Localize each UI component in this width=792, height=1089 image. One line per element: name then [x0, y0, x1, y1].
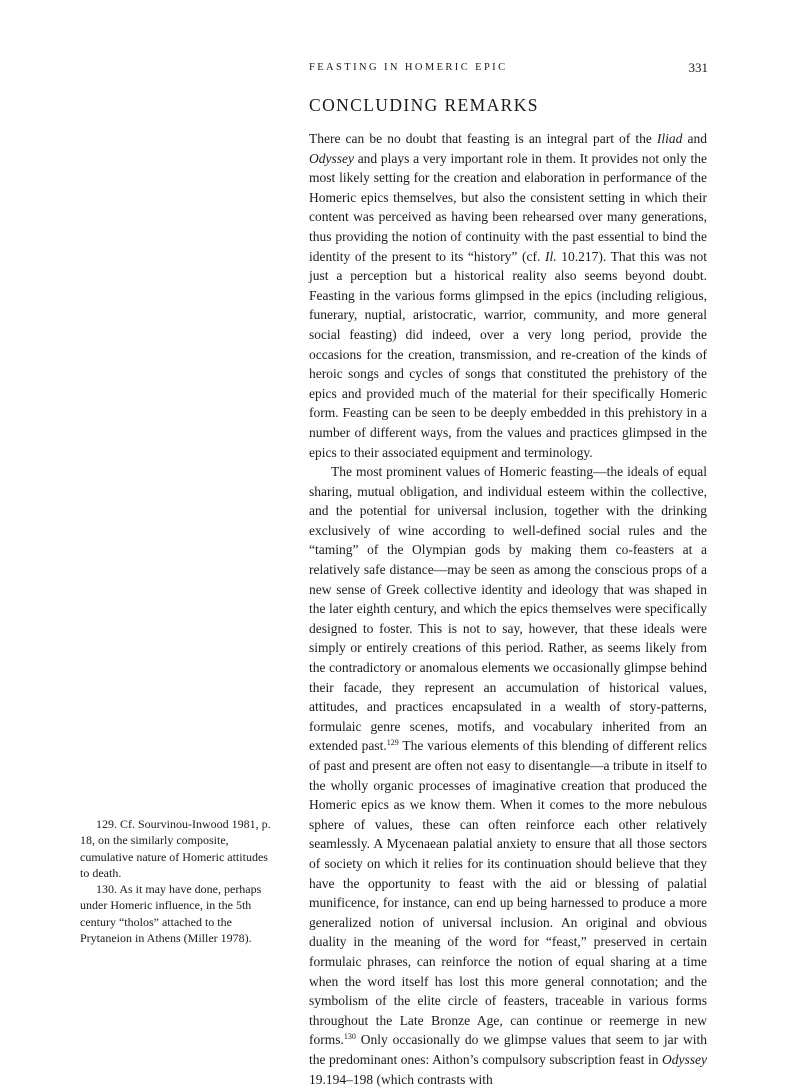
- p2-title-odyssey: Odyssey: [662, 1051, 707, 1067]
- p2-text-4: 19.194–198 (which contrasts with: [309, 1071, 493, 1087]
- p2-text-1: The most prominent values of Homeric feasting—the ideals of equal sharing, mutual obligation, and individual esteem within the collective, and the potential for universal inclusion, together with the drinking exclusively of wine according to well-defined social rules and the “taming” of the Olympian gods by making them co-feasters at a relatively safe distance—may be seen as among the conscious props of a new sense of Greek collective identity and ideology that was shaped in the later eighth century, and which the epics themselves were specifically designed to foster. This is not to say, however, that these ideals were simply or entirely creations of this period. Rather, as seems likely from the contradictory or anomalous elements we occasionally glimpse behind their facade, they represent an accumulation of historical values, attitudes, and practices encapsulated in a wealth of story-patterns, formulaic genre scenes, motifs, and vocabulary inherited from an extended past.: [309, 464, 707, 754]
- p1-text-2: and: [682, 131, 707, 146]
- footnotes: [80, 816, 280, 946]
- p1-text-4: 10.217). That this was not just a perception but a historical reality also seems beyond doubt. Feasting in the various forms glimpsed in the epics (including religious, funerary, nuptial, aristocratic, warrior, community, and more general social feasting) did indeed, over a very long period, provide the occasions for the creation, transmission, and re-creation of the kinds of heroic songs and cycles of songs that constituted the prehistory of the epics and provided much of the material for their specifically Homeric form. Feasting can be seen to be deeply embedded in this prehistory in a number of different ways, from the values and practices glimpsed in the epics to their associated equipment and terminology.: [309, 248, 707, 460]
- footnote-ref-130: 130: [343, 1032, 356, 1042]
- footnote-text: As it may have done, perhaps under Homeric influence, in the 5th century “tholos” attached to the Prytaneion in Athens (Miller 1978).: [80, 882, 262, 946]
- footnote-129: [80, 816, 280, 881]
- p2-text-2: The various elements of this blending of different relics of past and present are often not easy to disentangle—a tribute in itself to the wholly organic processes of imaginative creation that produced the Homeric epics as we know them. When it comes to the more nebulous sphere of values, these can often reinforce each other relatively seamlessly. A Mycenaean palatial anxiety to ensure that all those sectors of society on which it relies for its continuation should believe that they have the opportunity to feast with the aid or blessing of palatial munificence, for instance, can end up being harnessed to produce a more generalized notion of universal inclusion. An original and obvious duality in the meaning of the word for “feast,” preserved in certain formulaic phrases, can reinforce the notion of equal sharing at a time when the word itself has lost this more general connotation; and the symbolism of the elite circle of feasters, traceable in various forms throughout the Late Bronze Age, can continue or reemerge in new forms.: [309, 738, 707, 1048]
- p1-text-3: and plays a very important role in them. It provides not only the most likely setting for the creation and elaboration in performance of the Homeric epics themselves, but also the consistent setting in which their content was perceived as having been rehearsed over many generations, thus providing the notion of continuity with the past essential to bind the identity of the present to its “history” (cf.: [309, 150, 707, 264]
- footnote-130: [80, 881, 280, 946]
- paragraph-1: [309, 129, 707, 462]
- body-text: [309, 129, 707, 1089]
- footnote-number: 129.: [96, 817, 117, 831]
- page-number: 331: [688, 60, 708, 75]
- p1-abbrev-il: Il.: [545, 248, 557, 264]
- footnote-text: Cf. Sourvinou-Inwood 1981, p. 18, on the similarly composite, cumulative nature of Homeric attitudes to death.: [80, 817, 271, 880]
- p2-text-3: Only occasionally do we glimpse values that seem to jar with the predominant ones: Aithon’s compulsory subscription feast in: [309, 1032, 707, 1067]
- footnote-ref-129: 129: [386, 738, 399, 748]
- p1-title-odyssey: Odyssey: [309, 150, 354, 166]
- paragraph-2: [309, 462, 707, 1089]
- section-heading: CONCLUDING REMARKS: [309, 95, 539, 115]
- running-head: FEASTING IN HOMERIC EPIC: [309, 62, 508, 73]
- p1-text-1: There can be no doubt that feasting is an integral part of the: [309, 131, 657, 146]
- footnote-number: 130.: [96, 882, 117, 897]
- p1-title-iliad: Iliad: [656, 131, 683, 146]
